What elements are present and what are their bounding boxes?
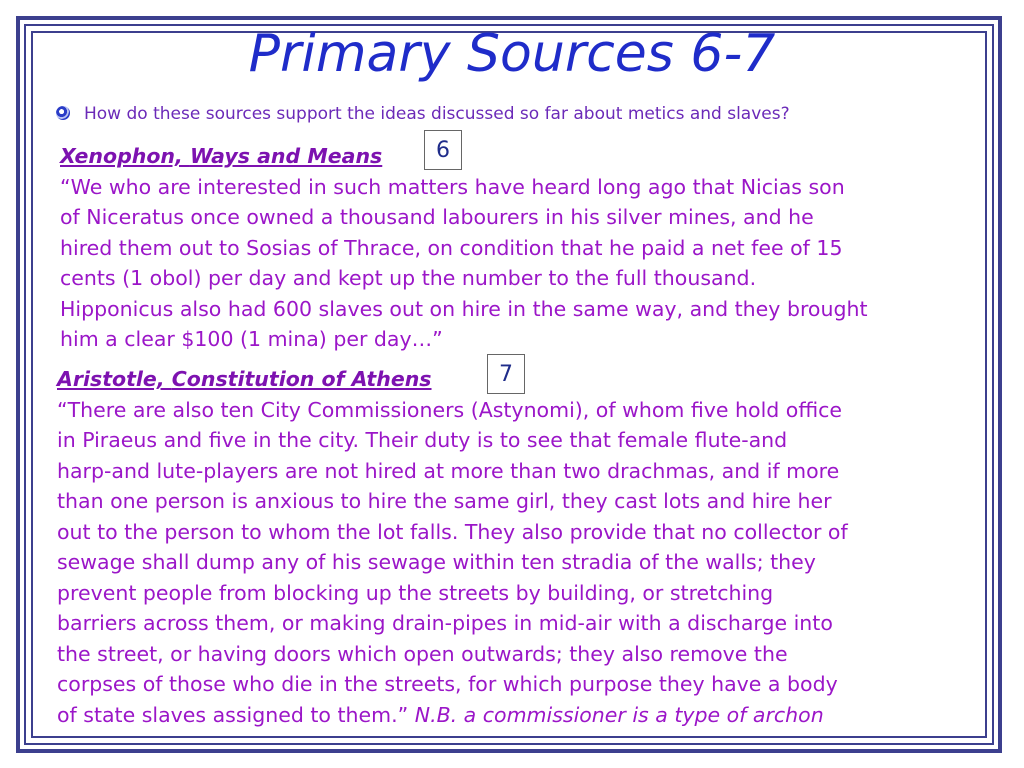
source-6-heading — [60, 141, 990, 172]
source-7-work: Constitution of Athens — [171, 367, 432, 391]
discussion-question — [56, 102, 790, 126]
slide-title: Primary Sources 6-7 — [248, 24, 776, 84]
source-7-note: N.B. a commissioner is a type of archon — [414, 702, 824, 727]
source-6 — [60, 141, 990, 355]
source-6-author: Xenophon, — [60, 144, 190, 168]
source-6-work: Ways and Means — [189, 144, 383, 168]
source-7-quote — [57, 395, 992, 731]
question-text: How do these sources support the ideas discussed so far about metics and slaves? — [84, 104, 790, 124]
source-6-quote: “We who are interested in such matters have heard long ago that Nicias son of Niceratus once owned a thousand labourers in his silver mines, and he hired them out to Sosias of Thrace, on condition that he paid a net fee of 15 cents (1 obol) per day and kept up the number to the full thousand. Hipponicus also had 600 slaves out on hire in the same way, and they brought him a clear $100 (1 mina) per day…” — [60, 174, 868, 351]
source-7 — [57, 364, 992, 730]
source-7-author: Aristotle, — [57, 367, 172, 391]
source-7-number-box: 7 — [487, 354, 525, 394]
bullet-icon — [56, 106, 70, 120]
source-7-quote-text: “There are also ten City Commissioners (Astynomi), of whom five hold office in Piraeus and five in the city. Their duty is to see that female flute-and harp-and lute-players are not hired at more than two drachmas, and if more than one person is anxious to hire the same girl, they cast lots and hire her out to the person to whom the lot falls. They also provide that no collector of sewage shall dump any of his sewage within ten stradia of the walls; they prevent people from blocking up the streets by building, or stretching barriers across them, or making drain-pipes in mid-air with a discharge into the street, or having doors which open outwards; they also remove the corpses of those who die in the streets, for which purpose they have a body of state slaves assigned to them.” — [57, 397, 848, 727]
source-6-number-box: 6 — [424, 130, 462, 170]
